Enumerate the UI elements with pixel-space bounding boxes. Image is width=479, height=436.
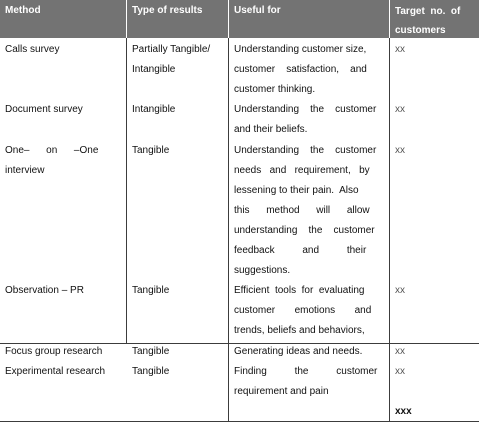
header-method: Method	[5, 5, 41, 16]
cell-useful-line: requirement and pain	[234, 386, 329, 397]
cell-useful-line: Understanding the customer	[234, 145, 377, 156]
cell-type-line: Partially Tangible/	[132, 44, 211, 55]
cell-type: Tangible	[132, 285, 170, 296]
cell-target: xx	[395, 104, 405, 115]
cell-useful-line: Understanding the customer	[234, 104, 377, 115]
header-useful-for: Useful for	[234, 5, 281, 16]
cell-method-line: interview	[5, 165, 45, 176]
cell-method-line: One– on –One	[5, 145, 99, 156]
header-target-customers	[390, 0, 479, 38]
header-divider	[126, 0, 127, 38]
header-target-line1: Target no. of	[395, 6, 461, 17]
cell-useful	[229, 100, 389, 140]
cell-target: xx	[395, 145, 405, 156]
cell-useful-line: trends, beliefs and behaviors,	[234, 325, 365, 336]
cell-method: Observation – PR	[5, 285, 84, 296]
cell-target: xx	[395, 366, 405, 377]
cell-type: Intangible	[132, 104, 176, 115]
cell-target: xx	[395, 285, 405, 296]
cell-useful	[229, 281, 389, 341]
cell-useful-line: customer emotions and	[234, 305, 372, 316]
cell-type-line: Intangible	[132, 64, 176, 75]
cell-method: Focus group research	[5, 346, 103, 357]
header-divider	[389, 0, 390, 38]
cell-type: Tangible	[132, 145, 170, 156]
cell-method: Calls survey	[5, 44, 60, 55]
cell-useful-line: Finding the customer	[234, 366, 378, 377]
cell-useful: Generating ideas and needs.	[234, 346, 363, 357]
header-target-line2: customers	[395, 25, 446, 36]
header-type-of-results: Type of results	[132, 5, 203, 16]
cell-useful	[229, 362, 389, 402]
cell-useful-line: feedback and their	[234, 245, 367, 256]
cell-target: xx	[395, 346, 405, 357]
cell-useful-line: needs and requirement, by	[234, 165, 370, 176]
cell-method	[0, 141, 126, 181]
cell-method: Document survey	[5, 104, 83, 115]
cell-useful-line: Understanding customer size,	[234, 44, 367, 55]
cell-useful-line: customer thinking.	[234, 84, 316, 95]
cell-type: Tangible	[132, 366, 170, 377]
cell-useful	[229, 141, 389, 281]
cell-total: xxx	[395, 406, 412, 417]
cell-useful-line: Efficient tools for evaluating	[234, 285, 365, 296]
cell-type: Tangible	[132, 346, 170, 357]
cell-useful-line: customer satisfaction, and	[234, 64, 367, 75]
cell-useful-line: lessening to their pain. Also	[234, 185, 359, 196]
cell-useful-line: suggestions.	[234, 265, 291, 276]
cell-method: Experimental research	[5, 366, 106, 377]
cell-type	[127, 40, 228, 80]
cell-useful-line: understanding the customer	[234, 225, 375, 236]
header-divider	[228, 0, 229, 38]
cell-useful-line: and their beliefs.	[234, 124, 308, 135]
cell-useful	[229, 40, 389, 100]
cell-target: xx	[395, 44, 405, 55]
cell-useful-line: this method will allow	[234, 205, 370, 216]
